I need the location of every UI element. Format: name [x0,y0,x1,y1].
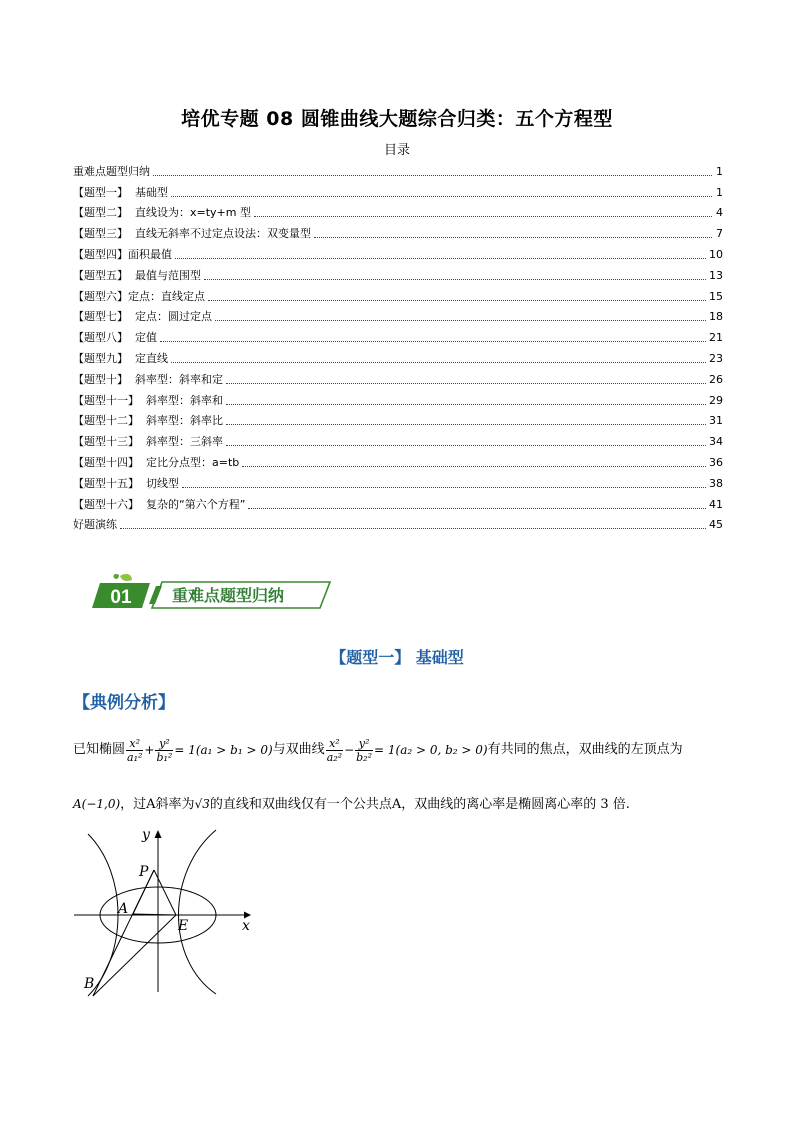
toc-entry-label: 【题型十六】 复杂的“第六个方程” [73,497,246,511]
conic-figure [70,822,260,1004]
fraction: $\frac{\text{y²}}{\text{b₂²}}$ [356,736,373,764]
toc-entry[interactable] [73,283,723,304]
toc-entry-label: 【题型三】 直线无斜率不过定点设法：双变量型 [73,227,311,241]
toc-leader [254,216,712,217]
toc-leader [226,383,706,384]
section-number: 01 [110,587,132,608]
toc-entry-label: 【题型六】定点：直线定点 [73,289,205,303]
toc-entry[interactable] [73,304,723,325]
toc-entry[interactable] [73,512,723,533]
fraction: $\frac{\text{x²}}{\text{a₂²}}$ [326,736,343,764]
toc-entry-page: 31 [709,414,723,428]
toc-leader [120,528,706,529]
toc-entry-page: 1 [716,164,723,178]
toc-leader [160,341,706,342]
toc-entry-label: 【题型十四】 定比分点型：a=tb [73,455,240,469]
toc-entry-label: 【题型十】 斜率型：斜率和定 [73,372,223,386]
toc-entry-label: 【题型七】 定点：圆过定点 [73,310,212,324]
toc-entry-page: 26 [709,372,723,386]
label-P: P [139,864,149,880]
type-heading: 【题型一】 基础型 [330,648,464,667]
toc-leader [248,508,706,509]
toc-leader [314,237,712,238]
fraction: $\frac{\text{y²}}{\text{b₁²}}$ [156,736,173,764]
toc-entry-page: 1 [716,185,723,199]
label-x: x [242,918,250,934]
toc-entry-page: 45 [709,518,723,532]
toc-entry[interactable] [73,387,723,408]
toc-entry[interactable] [73,428,723,449]
table-of-contents [73,158,723,532]
leaf-icon [120,574,132,581]
toc-entry-page: 29 [709,393,723,407]
toc-entry[interactable] [73,491,723,512]
toc-leader [171,362,706,363]
problem-text-line-2: A(−1,0)，过A斜率为√3的直线和双曲线仅有一个公共点A，双曲线的离心率是椭圆离心率的 3 倍. [73,797,630,812]
toc-entry[interactable] [73,366,723,387]
toc-entry-page: 10 [709,247,723,261]
toc-leader [226,445,706,446]
toc-leader [153,175,712,176]
toc-entry-label: 【题型一】 基础型 [73,185,168,199]
toc-entry[interactable] [73,262,723,283]
toc-leader [204,279,706,280]
toc-heading: 目录 [383,143,410,158]
leaf-icon [113,574,119,579]
toc-leader [208,300,706,301]
problem-text-line-1: 已知椭圆 $\frac{\text{x²}}{\text{a₁²}}$ + $\frac{\text{y²}}{\text{b₁²}}$ = 1(a₁ > b₁ > 0)与双曲线 $\frac{\text{x²}}{\text{a₂²}}$ − $\frac{\text{y²}}{\text{b₂²}}$ = 1(a₂ > 0, b₂ > 0)有共同的焦点，双曲线的左顶点为 [73,736,683,764]
toc-entry-page: 38 [709,476,723,490]
toc-entry[interactable] [73,470,723,491]
fraction: $\frac{\text{x²}}{\text{a₁²}}$ [127,736,143,764]
toc-entry-page: 23 [709,351,723,365]
toc-entry-label: 【题型五】 最值与范围型 [73,268,201,282]
toc-entry-label: 【题型十五】 切线型 [73,476,179,490]
label-A: A [118,901,129,917]
section-title: 重难点题型归纳 [172,586,285,605]
toc-entry-label: 【题型十一】 斜率型：斜率和 [73,393,223,407]
toc-entry-label: 重难点题型归纳 [73,164,150,178]
toc-entry[interactable] [73,241,723,262]
toc-entry-page: 15 [709,289,723,303]
line-PE [154,870,176,915]
label-B: B [84,976,95,992]
toc-entry-label: 【题型八】 定值 [73,331,157,345]
toc-entry-label: 【题型十三】 斜率型：三斜率 [73,435,223,449]
y-axis-arrow [155,830,162,838]
toc-leader [226,404,706,405]
toc-entry-page: 4 [716,206,723,220]
toc-entry[interactable] [73,179,723,200]
toc-entry[interactable] [73,220,723,241]
toc-entry-label: 【题型二】 直线设为：x=ty+m 型 [73,206,251,220]
toc-leader [215,320,706,321]
toc-entry[interactable] [73,158,723,179]
toc-entry-page: 13 [709,268,723,282]
document-title: 培优专题 08 圆锥曲线大题综合归类：五个方程型 [181,108,613,130]
toc-entry-page: 18 [709,310,723,324]
example-heading: 【典例分析】 [73,693,175,713]
toc-leader [171,196,712,197]
toc-entry-page: 34 [709,435,723,449]
label-y: y [142,827,150,843]
label-E: E [178,918,189,934]
toc-entry-label: 【题型九】 定直线 [73,351,168,365]
toc-entry[interactable] [73,345,723,366]
toc-entry-page: 7 [716,227,723,241]
toc-entry[interactable] [73,324,723,345]
toc-entry[interactable] [73,200,723,221]
toc-entry-page: 36 [709,455,723,469]
toc-leader [175,258,706,259]
toc-entry-label: 【题型十二】 斜率型：斜率比 [73,414,223,428]
toc-leader [182,487,706,488]
toc-leader [242,466,706,467]
hyperbola-right-branch [179,830,217,994]
toc-leader [226,424,706,425]
toc-entry-page: 21 [709,331,723,345]
toc-entry-label: 好题演练 [73,518,117,532]
toc-entry[interactable] [73,449,723,470]
toc-entry[interactable] [73,408,723,429]
toc-entry-page: 41 [709,497,723,511]
section-badge [92,574,332,610]
toc-entry-label: 【题型四】面积最值 [73,247,172,261]
